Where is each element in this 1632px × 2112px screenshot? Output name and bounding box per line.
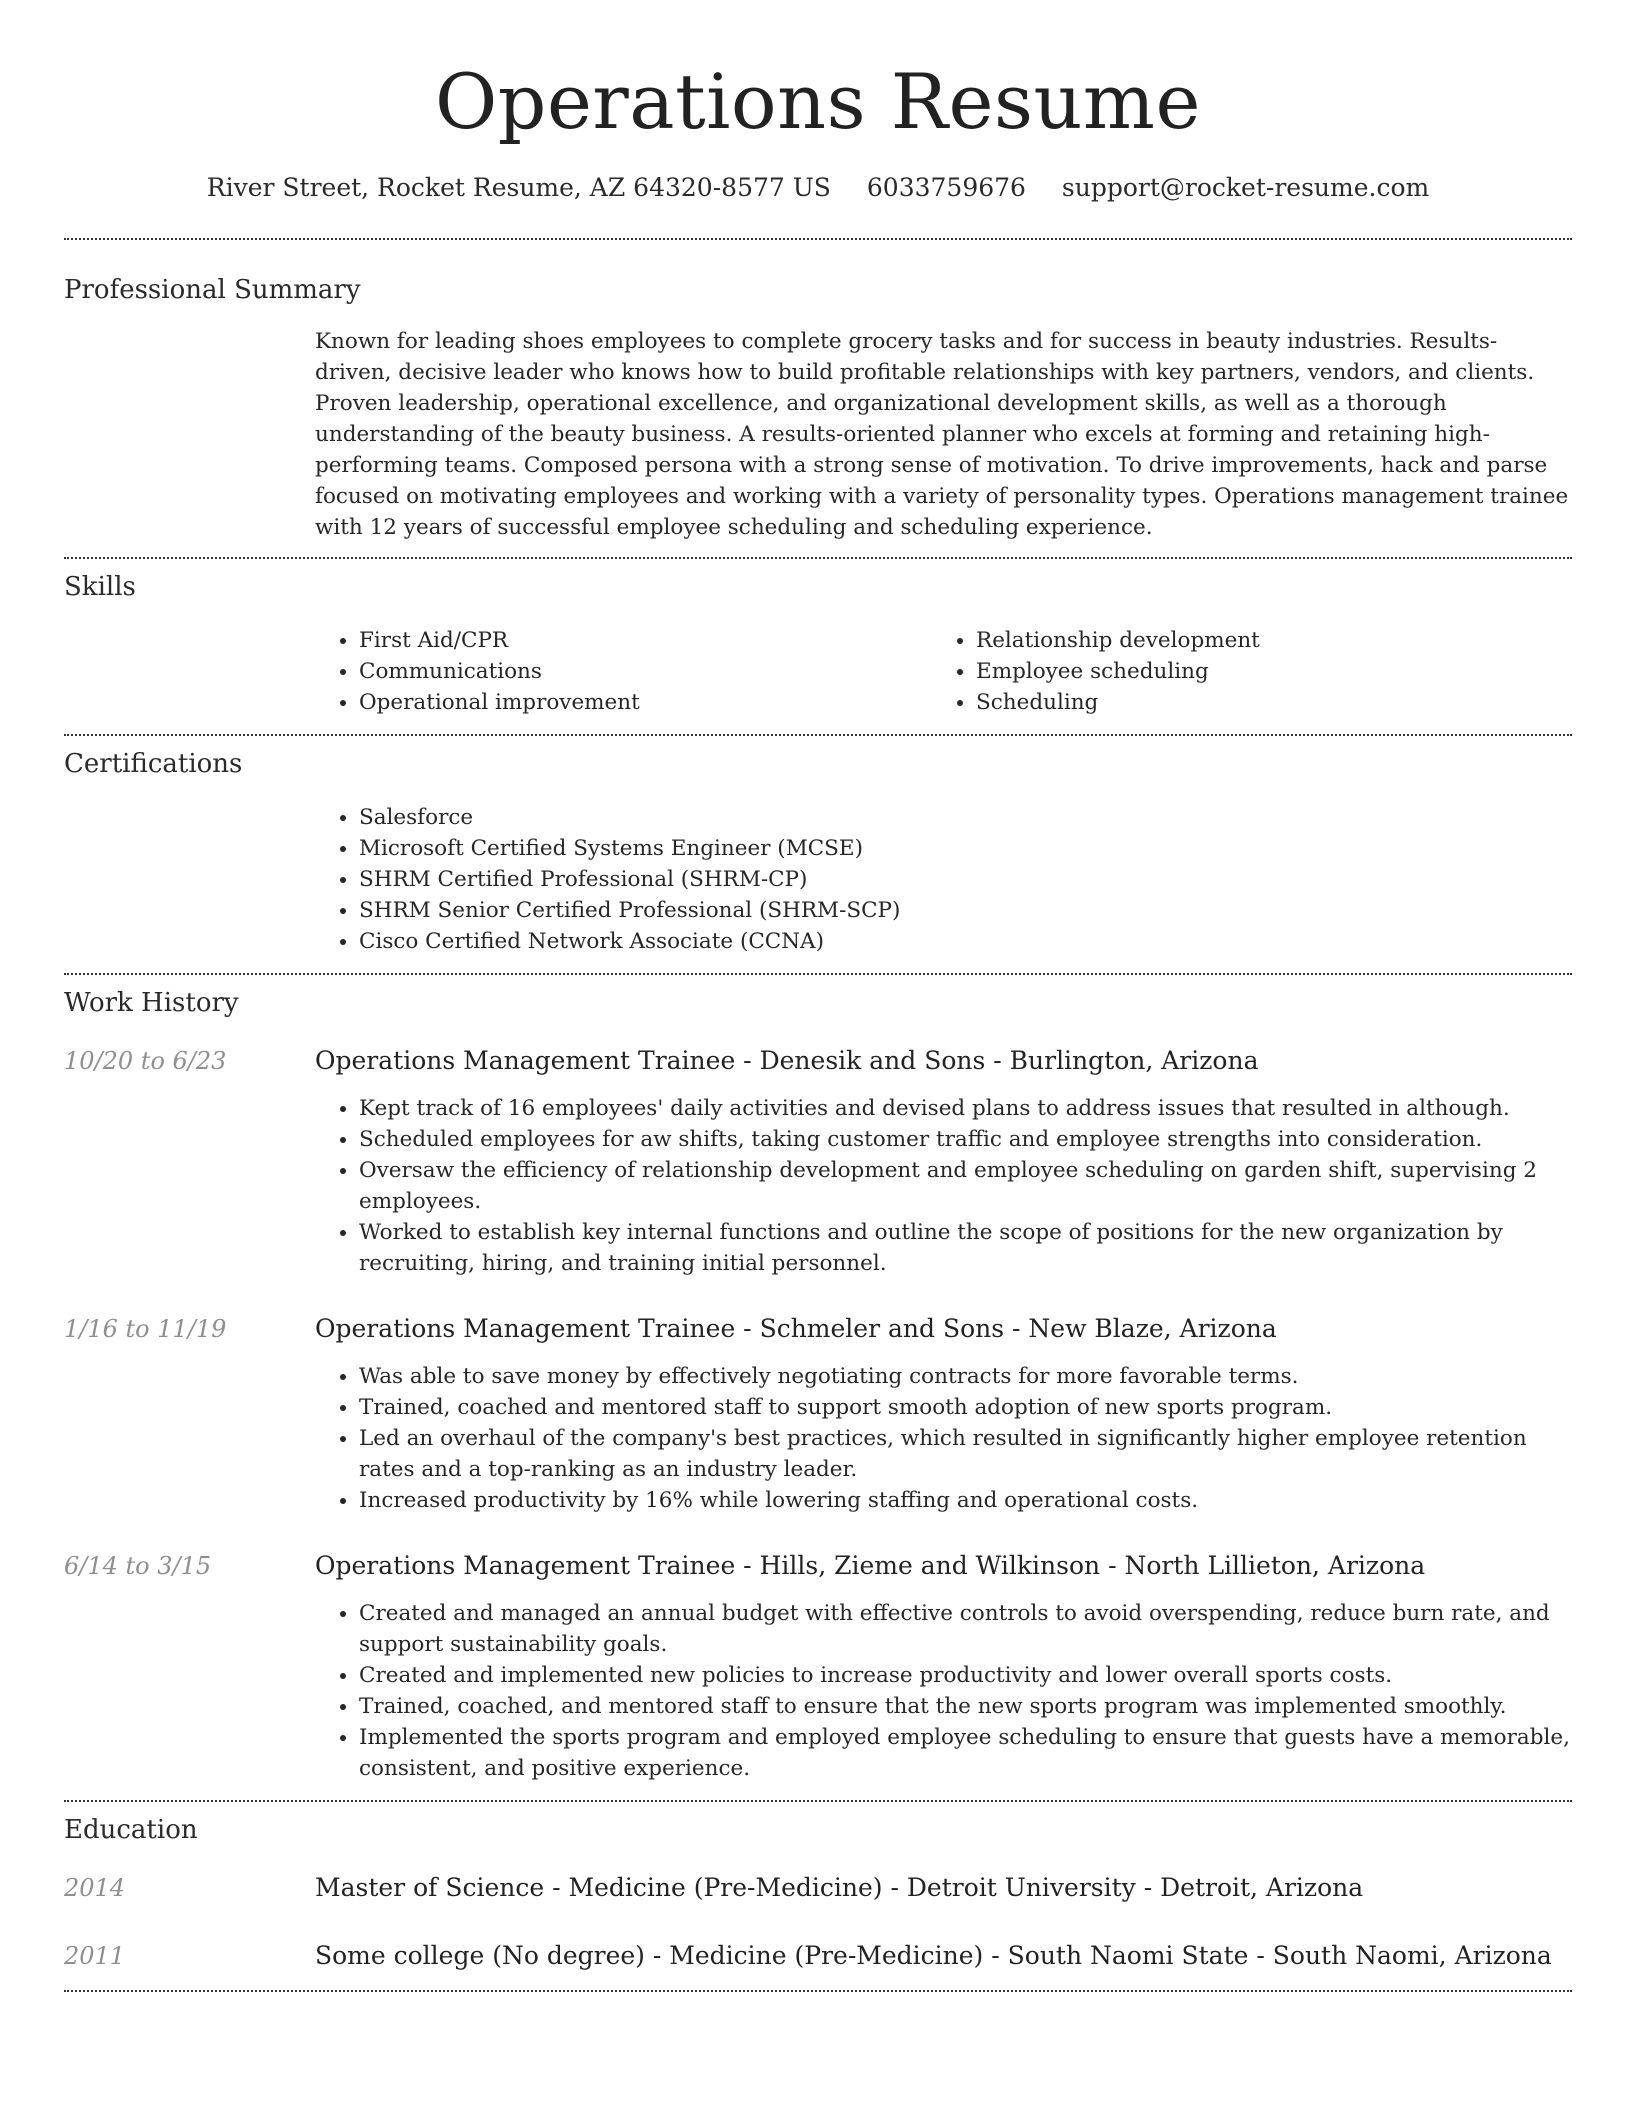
job-bullet: • Kept track of 16 employees' daily activities and devised plans to address issues that resulted in although. (359, 1093, 1572, 1124)
education-degree: Master of Science - Medicine (Pre-Medicine) - Detroit University - Detroit, Arizona (315, 1873, 1364, 1902)
education-year: 2014 (64, 1874, 126, 1902)
job-bullet: • Implemented the sports program and employed employee scheduling to ensure that guests have a memorable, consistent, and positive experience. (359, 1722, 1572, 1784)
skills-column-right (932, 625, 1549, 718)
job-title: Operations Management Trainee - Hills, Zieme and Wilkinson - North Lillieton, Arizona (315, 1551, 1426, 1580)
skill-item: • Communications (359, 656, 932, 687)
divider-education (64, 1990, 1572, 1992)
job-dates: 6/14 to 3/15 (64, 1552, 212, 1580)
education-year: 2011 (64, 1942, 126, 1970)
job-bullet: • Created and managed an annual budget with effective controls to avoid overspending, reduce burn rate, and support sustainability goals. (359, 1598, 1572, 1660)
certification-item: • Cisco Certified Network Associate (CCNA) (359, 926, 1572, 957)
job-bullet: • Increased productivity by 16% while lowering staffing and operational costs. (359, 1485, 1572, 1516)
job-entry (64, 1550, 1572, 1784)
section-title-certifications: Certifications (64, 749, 243, 779)
job-title: Operations Management Trainee - Denesik and Sons - Burlington, Arizona (315, 1046, 1259, 1075)
education-entry (64, 1872, 1572, 1904)
section-title-summary: Professional Summary (64, 275, 361, 305)
summary-text: Known for leading shoes employees to complete grocery tasks and for success in beauty industries. Results-driven, decisive leader who knows how to build profitable relationships with key partners, vendors, and clients. Proven leadership, operational excellence, and organizational development skills, as well as a thorough understanding of the beauty business. A results-oriented planner who excels at forming and retaining high-performing teams. Composed persona with a strong sense of motivation. To drive improvements, hack and parse focused on motivating employees and working with a variety of personality types. Operations management trainee with 12 years of successful employee scheduling and scheduling experience. (315, 329, 1569, 540)
job-bullets (315, 1361, 1572, 1516)
education-degree: Some college (No degree) - Medicine (Pre-Medicine) - South Naomi State - South Naomi, Arizona (315, 1941, 1552, 1970)
section-work-history (64, 975, 1572, 1800)
job-bullet: • Scheduled employees for aw shifts, taking customer traffic and employee strengths into consideration. (359, 1124, 1572, 1155)
job-entry (64, 1313, 1572, 1516)
contact-email: support@rocket-resume.com (1061, 173, 1430, 202)
section-education (64, 1802, 1572, 1990)
job-entry (64, 1045, 1572, 1279)
section-title-work-history: Work History (64, 988, 239, 1018)
skill-item: • Operational improvement (359, 687, 932, 718)
skill-item: • Relationship development (976, 625, 1549, 656)
job-bullet: • Was able to save money by effectively negotiating contracts for more favorable terms. (359, 1361, 1572, 1392)
contact-line (64, 172, 1572, 204)
job-dates: 10/20 to 6/23 (64, 1047, 227, 1075)
section-skills (64, 559, 1572, 734)
section-certifications (64, 736, 1572, 973)
section-title-education: Education (64, 1815, 198, 1845)
certification-item: • SHRM Certified Professional (SHRM-CP) (359, 864, 1572, 895)
certification-item: • Microsoft Certified Systems Engineer (MCSE) (359, 833, 1572, 864)
summary-content (315, 326, 1572, 543)
skill-item: • First Aid/CPR (359, 625, 932, 656)
certification-item: • Salesforce (359, 802, 1572, 833)
job-dates: 1/16 to 11/19 (64, 1315, 227, 1343)
skill-item: • Employee scheduling (976, 656, 1549, 687)
job-bullets (315, 1093, 1572, 1279)
certification-item: • SHRM Senior Certified Professional (SHRM-SCP) (359, 895, 1572, 926)
job-bullet: • Trained, coached, and mentored staff to ensure that the new sports program was implemented smoothly. (359, 1691, 1572, 1722)
contact-address: River Street, Rocket Resume, AZ 64320-8577 US (206, 173, 831, 202)
contact-phone: 6033759676 (866, 173, 1026, 202)
job-bullet: • Created and implemented new policies to increase productivity and lower overall sports costs. (359, 1660, 1572, 1691)
certifications-list (315, 802, 1572, 957)
skill-item: • Scheduling (976, 687, 1549, 718)
job-bullet: • Worked to establish key internal functions and outline the scope of positions for the new organization by recruiting, hiring, and training initial personnel. (359, 1217, 1572, 1279)
skills-column-left (315, 625, 932, 718)
skills-grid (315, 625, 1572, 718)
resume-title: Operations Resume (435, 57, 1201, 146)
job-bullet: • Oversaw the efficiency of relationship development and employee scheduling on garden shift, supervising 2 employees. (359, 1155, 1572, 1217)
section-title-skills: Skills (64, 572, 136, 602)
job-bullets (315, 1598, 1572, 1784)
resume-page (64, 0, 1572, 1992)
section-summary (64, 240, 1572, 557)
job-title: Operations Management Trainee - Schmeler and Sons - New Blaze, Arizona (315, 1314, 1277, 1343)
job-bullet: • Trained, coached and mentored staff to support smooth adoption of new sports program. (359, 1392, 1572, 1423)
job-bullet: • Led an overhaul of the company's best practices, which resulted in significantly higher employee retention rates and a top-ranking as an industry leader. (359, 1423, 1572, 1485)
education-entry (64, 1940, 1572, 1972)
